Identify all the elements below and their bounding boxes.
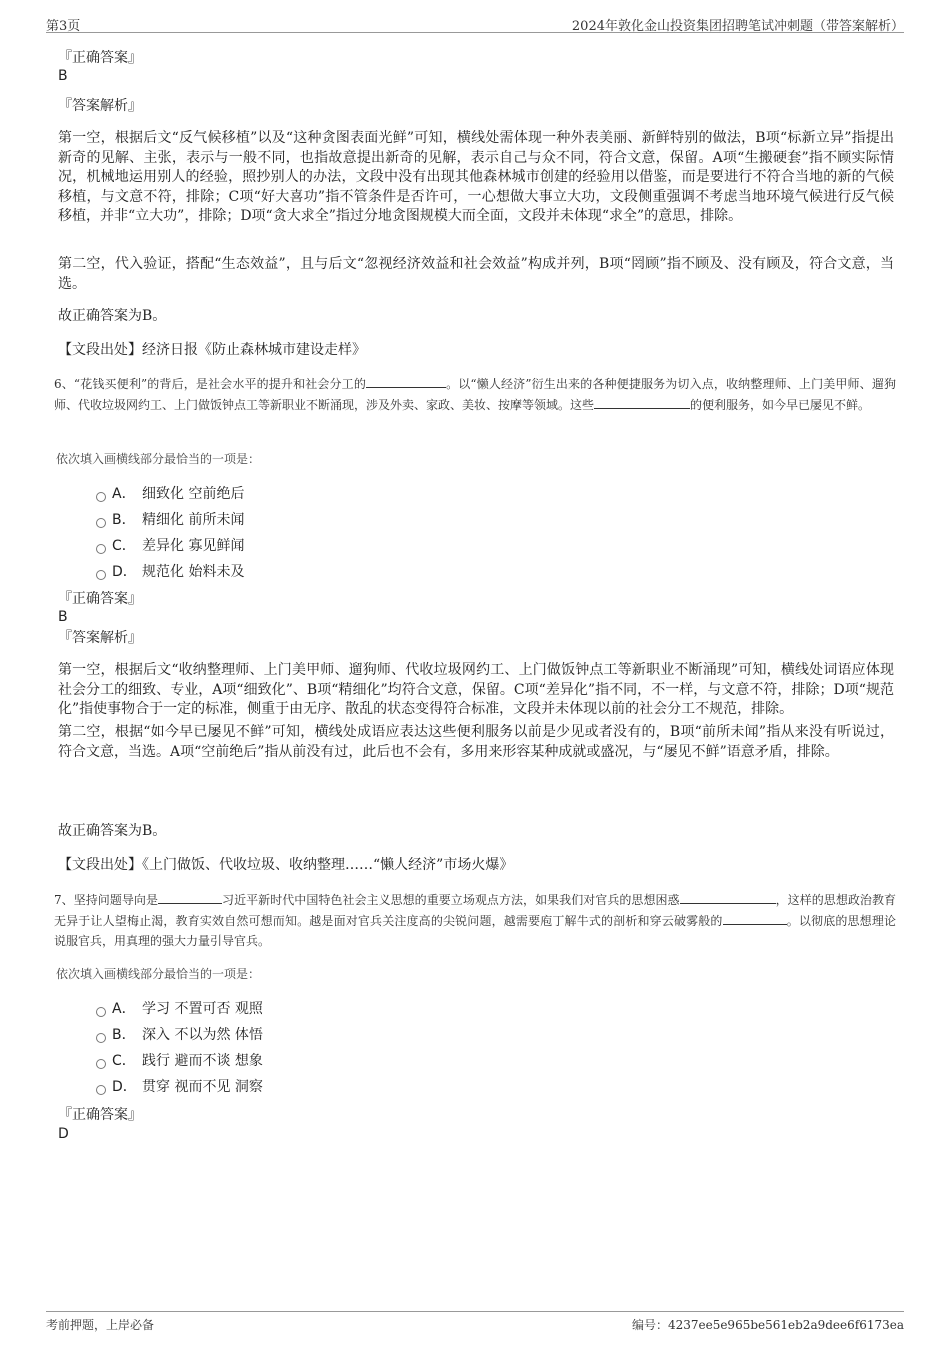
- analysis-paragraph: 第一空，根据后文“收纳整理师、上门美甲师、遛狗师、代收垃圾网约工、上门做饭钟点工等新职业不断涌现”可知，横线处词语应体现社会分工的细致、专业，A项“细致化”、B项“精细化”均符合文意，保留。C项“差异化”指不同，不一样，与文意不符，排除；D项“规范化”指使事物合于一定的标准，侧重于由无序、散乱的状态变得符合标准，文段并未体现以前的社会分工不规范，排除。: [58, 662, 894, 717]
- blank: [158, 891, 222, 904]
- source-citation: 【文段出处】经济日报《防止森林城市建设走样》: [58, 342, 366, 358]
- option-a[interactable]: A． 细致化 空前绝后: [96, 484, 244, 504]
- radio-icon[interactable]: [96, 570, 106, 580]
- analysis-paragraph: 第二空，根据“如今早已屡见不鲜”可知，横线处成语应表达这些便利服务以前是少见或者没有的，B项“前所未闻”指从来没有听说过，符合文意，当选。A项“空前绝后”指从前没有过，此后也不会有，多用来形容某种成就或盛况，与“屡见不鲜”语意矛盾，排除。: [58, 724, 894, 760]
- analysis-paragraph: 第一空，根据后文“反气候移植”以及“这种贪图表面光鲜”可知，横线处需体现一种外表美丽、新鲜特别的做法，B项“标新立异”指提出新奇的见解、主张，表示与一般不同，也指故意提出新奇的见解，表示自己与众不同，符合文意，保留。A项“生搬硬套”指不顾实际情况，机械地运用别人的经验，照抄别人的办法，文段中没有出现其他森林城市创建的经验用以借鉴，而是要进行不符合当地的新的气候移植，与文意不符，排除；C项“好大喜功”指不管条件是否许可，一心想做大事立大功，文段侧重强调不考虑当地环境气候进行反气候移植，并非“立大功”，排除；D项“贪大求全”指过分地贪图规模大而全面，文段并未体现“求全”的意思，排除。: [58, 130, 894, 224]
- question-stem: 7、坚持问题导向是 习近平新时代中国特色社会主义思想的重要立场观点方法，如果我们对官兵的思想困惑 ，这样的思想政治教育无异于让人望梅止渴，教育实效自然可想而知。越是面对官兵关注度高的尖锐问题，越需要庖丁解牛式的剖析和穿云破雾般的 。以彻底的思想理论说服官兵，用真理的强大力量引导官兵。: [54, 893, 896, 948]
- correct-answer: D: [58, 1126, 69, 1142]
- option-c[interactable]: C． 践行 避而不谈 想象: [96, 1051, 263, 1071]
- option-d[interactable]: D． 规范化 始料未及: [96, 562, 244, 582]
- option-d[interactable]: D． 贯穿 视而不见 洞察: [96, 1077, 263, 1097]
- correct-answer-label: 『正确答案』: [58, 50, 142, 66]
- analysis-label: 『答案解析』: [58, 98, 142, 114]
- option-c[interactable]: C． 差异化 寡见鲜闻: [96, 536, 244, 556]
- correct-answer: B: [58, 609, 68, 625]
- analysis-paragraph: 第二空，代入验证，搭配“生态效益”，且与后文“忽视经济效益和社会效益”构成并列，B项“罔顾”指不顾及、没有顾及，符合文意，当选。: [58, 256, 894, 292]
- instruction: 依次填入画横线部分最恰当的一项是：: [56, 967, 261, 981]
- option-a[interactable]: A． 学习 不置可否 观照: [96, 999, 263, 1019]
- radio-icon[interactable]: [96, 1033, 106, 1043]
- radio-icon[interactable]: [96, 544, 106, 554]
- conclusion: 故正确答案为B。: [58, 823, 167, 839]
- page-footer: [46, 1311, 904, 1336]
- radio-icon[interactable]: [96, 1085, 106, 1095]
- document-id: 编号：4237ee5e965be561eb2a9dee6f6173ea: [631, 1318, 904, 1332]
- blank: [366, 375, 446, 388]
- radio-icon[interactable]: [96, 518, 106, 528]
- source-citation: 【文段出处】《上门做饭、代收垃圾、收纳整理……“懒人经济”市场火爆》: [58, 857, 514, 873]
- correct-answer-label: 『正确答案』: [58, 1107, 142, 1123]
- option-b[interactable]: B． 深入 不以为然 体悟: [96, 1025, 263, 1045]
- correct-answer: B: [58, 68, 68, 84]
- analysis-label: 『答案解析』: [58, 630, 142, 646]
- instruction: 依次填入画横线部分最恰当的一项是：: [56, 452, 261, 466]
- radio-icon[interactable]: [96, 1059, 106, 1069]
- conclusion: 故正确答案为B。: [58, 308, 167, 324]
- correct-answer-label: 『正确答案』: [58, 591, 142, 607]
- page-header: [46, 12, 904, 33]
- blank: [594, 396, 690, 409]
- blank: [723, 912, 787, 925]
- radio-icon[interactable]: [96, 492, 106, 502]
- radio-icon[interactable]: [96, 1007, 106, 1017]
- question-stem: 6、“花钱买便利”的背后，是社会水平的提升和社会分工的 。以“懒人经济”衍生出来的各种便捷服务为切入点，收纳整理师、上门美甲师、遛狗师、代收垃圾网约工、上门做饭钟点工等新职业不断涌现，涉及外卖、家政、美妆、按摩等领域。这些 的便利服务，如今早已屡见不鲜。: [54, 377, 896, 412]
- footer-slogan: 考前押题，上岸必备: [46, 1318, 155, 1332]
- document-title: 2024年敦化金山投资集团招聘笔试冲刺题（带答案解析）: [571, 19, 904, 34]
- option-b[interactable]: B． 精细化 前所未闻: [96, 510, 244, 530]
- page-number: 第3页: [46, 19, 81, 34]
- blank: [680, 891, 776, 904]
